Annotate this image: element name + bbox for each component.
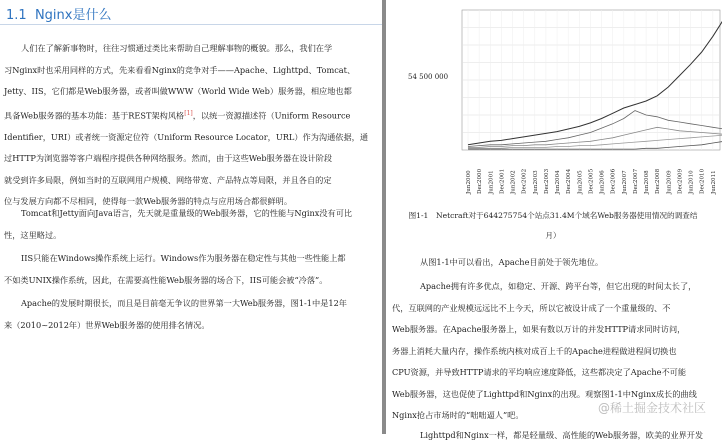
- x-tick-label: Dec2006: [610, 168, 617, 194]
- x-tick-label: Dec2009: [677, 168, 684, 194]
- x-tick-label: Dec2003: [543, 168, 550, 194]
- paragraph-lighttpd: [392, 425, 722, 447]
- x-tick-label: Jun2006: [599, 170, 606, 194]
- x-tick-label: Dec2000: [477, 168, 484, 194]
- x-tick-label: Jun2005: [577, 170, 584, 194]
- text-line: 务器上消耗大量内存，操作系统内核对成百上千的Apache进程做进程间切换也: [392, 345, 677, 356]
- series-line: [468, 111, 722, 147]
- text-line: 过HTTP为浏览器等客户端程序提供各种网络服务。然而，由于这些Web服务器在设计阶段: [4, 153, 333, 164]
- text-line: 就受到许多局限，例如当时的互联网用户规模、网络带宽、产品特点等局限，并且各自的定: [4, 174, 332, 185]
- x-tick-label: Jun2008: [644, 170, 651, 194]
- text-line: [4, 103, 376, 127]
- paragraph-iis: [4, 248, 376, 291]
- figure-caption: [390, 206, 716, 246]
- x-tick-label: Jun2003: [532, 170, 539, 194]
- x-tick-label: Jun2002: [510, 170, 517, 194]
- x-tick-label: Jun2007: [621, 170, 628, 194]
- text-line: 人们在了解新事物时，往往习惯通过类比来帮助自己理解事物的概貌。那么，我们在学: [21, 43, 333, 53]
- text-line: 习Nginx时也采用同样的方式，先来看看Nginx的竞争对手——Apache、Lighttpd、Tomcat、: [4, 64, 356, 75]
- text-line: Tomcat和Jetty面向Java语言，先天就是重量级的Web服务器，它的性能与Nginx没有可比: [21, 208, 353, 218]
- x-tick-label: Dec2005: [588, 168, 595, 194]
- chart-grid: [462, 10, 722, 150]
- x-tick-label: Jun2004: [555, 170, 561, 194]
- text-line: 来（2010~2012年）世界Web服务器的使用排名情况。: [4, 319, 210, 330]
- text-line: 从图1-1中可以看出，Apache目前处于领先地位。: [420, 257, 604, 267]
- x-tick-label: Dec2002: [521, 168, 528, 194]
- text-line: Web服务器。在Apache服务器上，如果有数以万计的并发HTTP请求同时访问，: [392, 324, 686, 334]
- x-tick-label: Jun2000: [466, 170, 472, 194]
- text-segment: ，以统一资源描述符（Uniform Resource: [192, 110, 351, 121]
- text-line: Nginx抢占市场时的“咄咄逼人”吧。: [392, 410, 524, 420]
- x-tick-label: Jun2011: [710, 170, 717, 194]
- x-tick-label: Dec2001: [499, 168, 506, 194]
- section-heading: [6, 4, 111, 23]
- x-tick-label: Dec2007: [633, 168, 639, 194]
- web-server-usage-chart: [386, 0, 720, 200]
- footnote-reference[interactable]: [1]: [184, 109, 193, 117]
- text-segment: 具备Web服务器的基本功能：基于REST架构风格: [4, 110, 185, 121]
- watermark: @稀土掘金技术社区: [597, 401, 706, 415]
- series-line: [468, 19, 722, 145]
- chart-series: [468, 19, 722, 149]
- text-line: 性，这里略过。: [4, 229, 62, 240]
- paragraph-apache: [4, 293, 376, 336]
- paragraph-tomcat-jetty: [4, 203, 376, 246]
- text-line: Jetty、IIS，它们都是Web服务器，或者叫做WWW（World Wide Web）服务器，相应地也都: [4, 86, 352, 96]
- heading-rule: [0, 24, 382, 25]
- caption-line: 图1-1 Netcraft对于644275754个站点31.4M个域名Web服务器使用情况的调查结: [408, 211, 698, 220]
- paragraph-intro: [4, 38, 376, 213]
- right-page: [386, 0, 720, 440]
- x-tick-label: Jun2001: [488, 170, 495, 194]
- text-line: 不如类UNIX操作系统，因此，在需要高性能Web服务器的场合下，IIS可能会被“冷落”。: [4, 274, 328, 285]
- text-line: Identifier，URI）或者统一资源定位符（Uniform Resource Locator，URL）作为沟通依据，通: [4, 131, 369, 142]
- section-title: Nginx是什么: [34, 8, 112, 23]
- text-line: Web服务器，这也促使了Lighttpd和Nginx的出现。观察图1-1中Nginx成长的曲线: [392, 388, 697, 399]
- paragraph-apache-lead: [392, 252, 722, 274]
- caption-line: 月）: [545, 231, 561, 240]
- y-tick-label: 54 500 000: [408, 73, 449, 81]
- text-line: CPU资源，并导致HTTP请求的平均响应速度降低，这些都决定了Apache不可能: [392, 367, 687, 377]
- x-tick-label: Jun2010: [688, 170, 695, 194]
- text-line: Lighttpd和Nginx一样，都是轻量级、高性能的Web服务器，欧美的业界开发: [420, 430, 704, 440]
- text-line: 位与发展方向都不尽相同，使得每一款Web服务器的特点与应用场合都很鲜明。: [4, 196, 293, 207]
- text-line: Apache的发展时期很长，而且是目前毫无争议的世界第一大Web服务器，图1-1中是12年: [21, 298, 347, 308]
- text-line: Apache拥有许多优点，如稳定、开源、跨平台等，但它出现的时间太长了，: [420, 281, 697, 291]
- x-tick-label: Jun2009: [666, 170, 673, 194]
- x-tick-label: Dec2008: [655, 168, 662, 194]
- x-tick-label: Dec2004: [566, 168, 573, 194]
- text-line: IIS只能在Windows操作系统上运行。Windows作为服务器在稳定性与其他一些性能上都: [21, 253, 346, 263]
- section-number: 1.1: [6, 8, 27, 23]
- x-tick-labels: [466, 168, 722, 195]
- x-tick-label: Dec2010: [699, 168, 706, 194]
- text-line: 代，互联网的产业规模远远比不上今天，所以它被设计成了一个重量级的、不: [392, 302, 671, 313]
